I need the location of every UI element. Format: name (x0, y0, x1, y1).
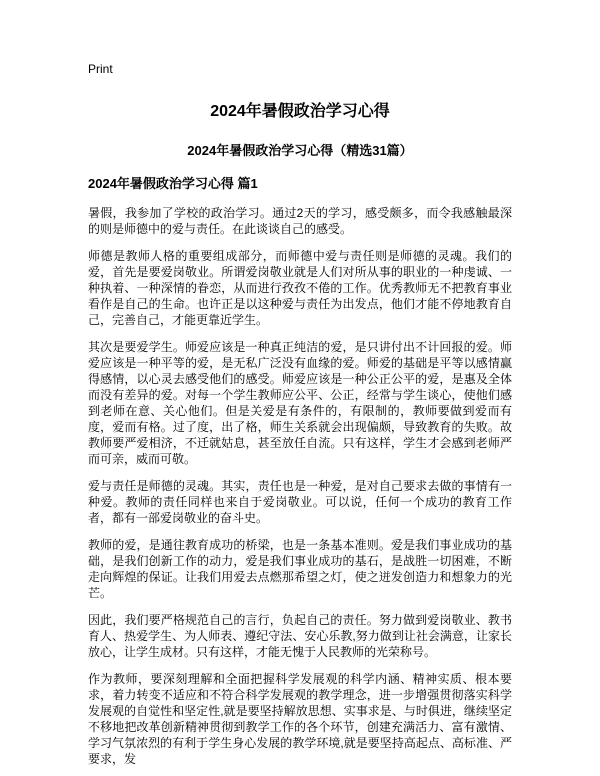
paragraph: 其次是要爱学生。师爱应该是一种真正纯洁的爱，是只讲付出不计回报的爱。师爱应该是一种平等的爱，是无私广泛没有血缘的爱。师爱的基础是平等以感情赢得感情，以心灵去感受他们的感受。师爱应该是一种公正公平的爱，是惠及全体而没有差异的爱。对每一个学生教师应公平、公正，经常与学生谈心，使他们感到老师在意、关心他们。但是关爱是有条件的，有限制的，教师要做到爱而有度，爱而有格。过了度，出了格，师生关系就会出现偏颇，导致教育的失败。故教师要严爱相济，不迁就姑息，甚至放任自流。只有这样，学生才会感到老师严而可亲，威而可敬。 (88, 340, 512, 466)
document-title: 2024年暑假政治学习心得 (210, 103, 390, 120)
paragraph: 爱与责任是师德的灵魂。其实，责任也是一种爱，是对自己要求去做的事情有一种爱。教师的责任同样也来自于爱岗敬业。可以说，任何一个成功的教育工作者，都有一部爱岗敬业的奋斗史。 (88, 479, 512, 525)
document-subtitle: 2024年暑假政治学习心得（精选31篇） (187, 143, 413, 158)
section-heading: 2024年暑假政治学习心得 篇1 (88, 176, 258, 191)
paragraph: 作为教师，要深刻理解和全面把握科学发展观的科学内涵、精神实质、根本要求，着力转变不适应和不符合科学发展观的教学理念，进一步增强贯彻落实科学发展观的自觉性和坚定性,就是要坚持解放思想、实事求是、与时俱进，继续坚定不移地把改革创新精神贯彻到教学工作的各个环节，创建充满活力、富有激情、学习气氛浓烈的有利于学生身心发展的教学环境,就是要坚持高起点、高标准、严要求，发 (88, 672, 512, 766)
paragraph: 教师的爱，是通往教育成功的桥梁，也是一条基本准则。爱是我们事业成功的基础，是我们创新工作的动力，爱是我们事业成功的基石，是战胜一切困难，不断走向辉煌的保证。让我们用爱去点燃那希望之灯，使之迸发创造力和想象力的光芒。 (88, 538, 512, 600)
paragraph: 暑假，我参加了学校的政治学习。通过2天的学习，感受颇多，而令我感触最深的则是师德中的爱与责任。在此谈谈自己的感受。 (88, 206, 512, 236)
print-button[interactable]: Print (88, 62, 113, 76)
document-body (88, 205, 512, 767)
paragraph: 师德是教师人格的重要组成部分，而师德中爱与责任则是师德的灵魂。我们的爱，首先是要爱岗敬业。所谓爱岗敬业就是人们对所从事的职业的一种虔诚、一种执着、一种深情的眷恋，从而进行孜孜不倦的工作。优秀教师无不把教育事业看作是自己的生命。也许正是以这种爱与责任为出发点，他们才能不停地教育自己，完善自己，才能更靠近学生。 (88, 249, 512, 327)
paragraph: 因此，我们要严格规范自己的言行，负起自己的责任。努力做到爱岗敬业、教书育人、热爱学生、为人师表、遵纪守法、安心乐教,努力做到让社会满意，让家长放心，让学生成材。只有这样，才能无愧于人民教师的光荣称号。 (88, 613, 512, 659)
